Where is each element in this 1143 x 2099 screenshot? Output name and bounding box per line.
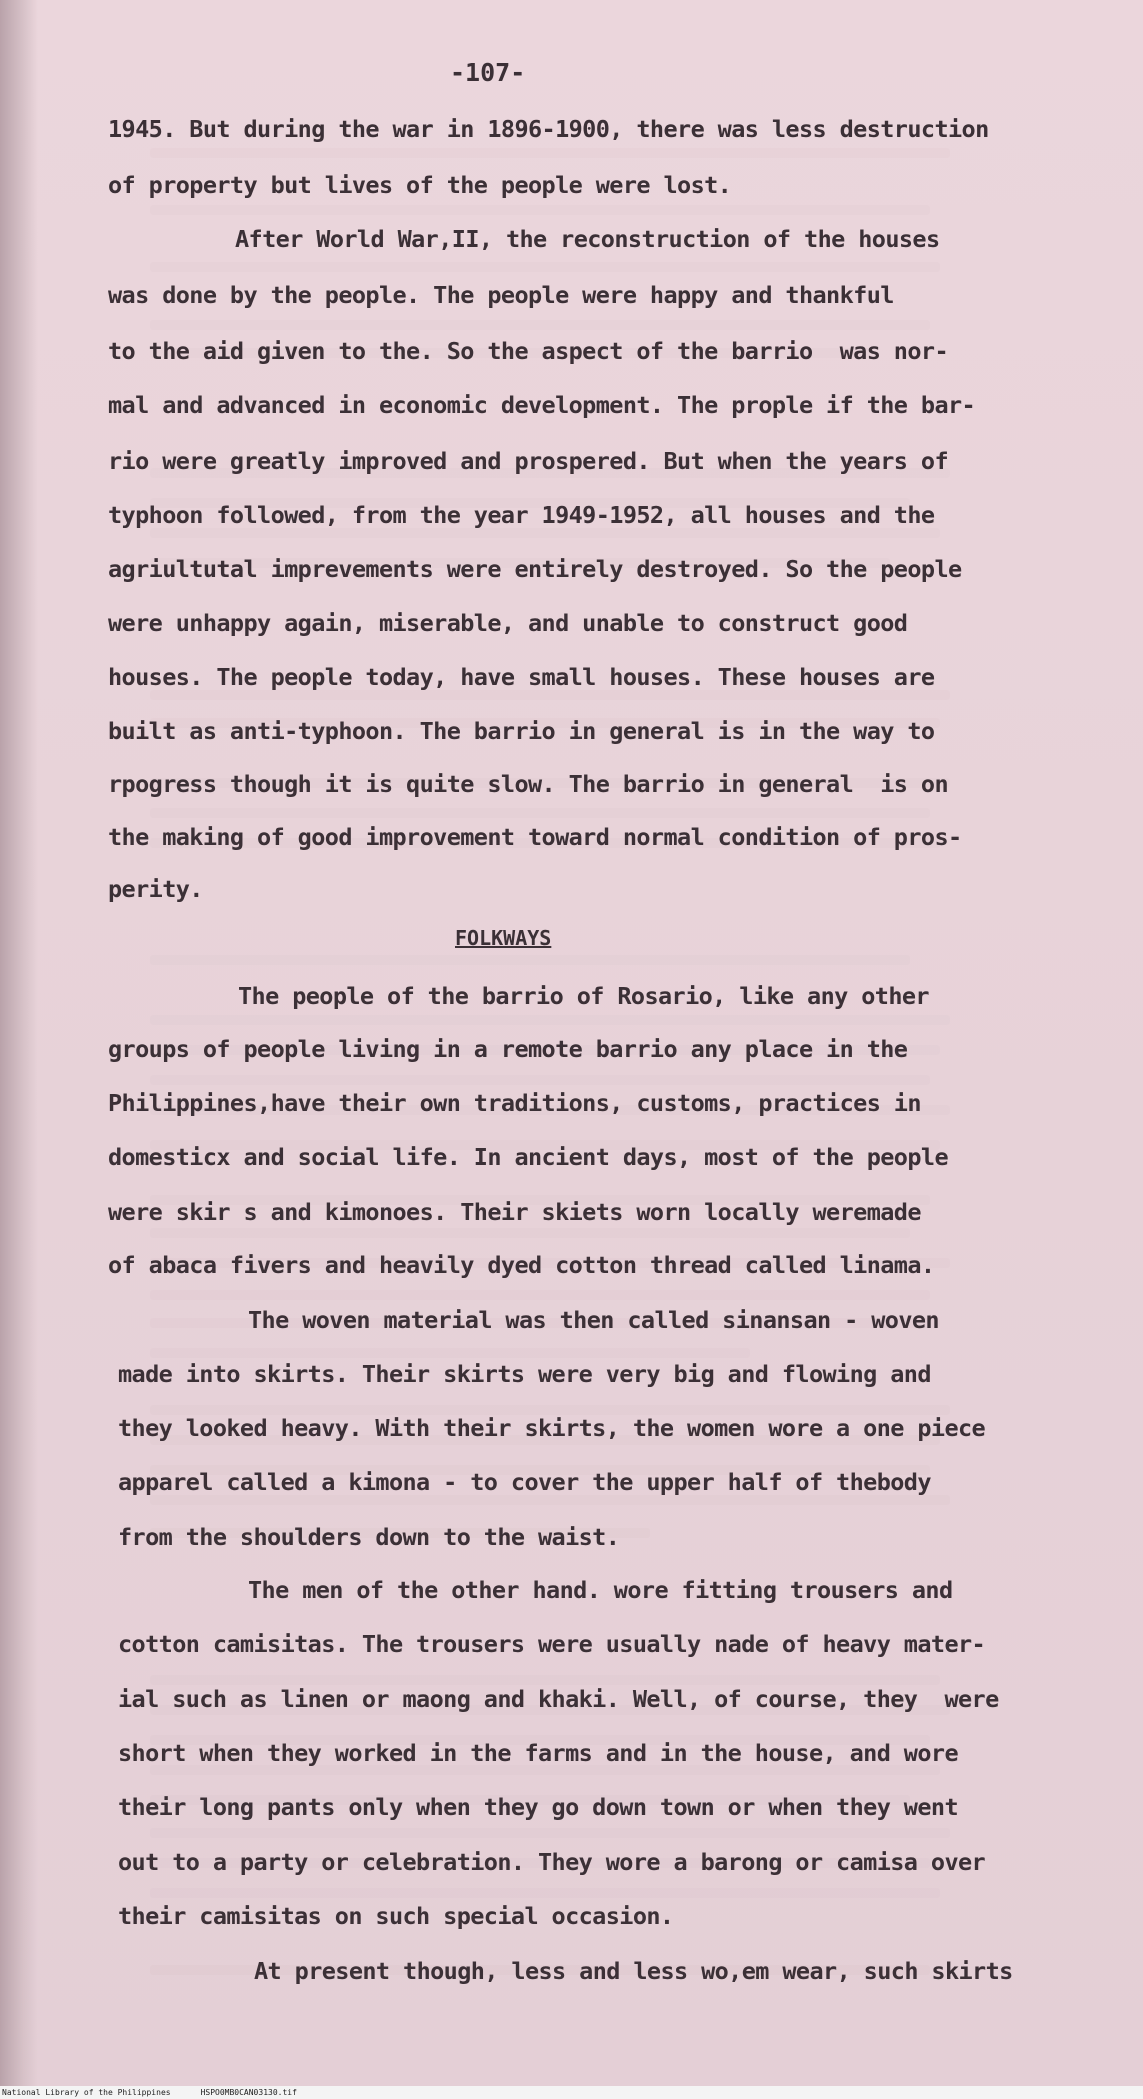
section-heading-folkways: FOLKWAYS [455, 926, 552, 950]
text-line: of abaca fivers and heavily dyed cotton thread called linama. [108, 1251, 935, 1279]
text-line: mal and advanced in economic development. The prople if the bar- [108, 391, 976, 419]
text-line: was done by the people. The people were happy and thankful [108, 281, 894, 309]
text-line: rio were greatly improved and prospered. But when the years of [108, 447, 948, 475]
page-number: -107- [450, 58, 526, 87]
text-line: out to a party or celebration. They wore a barong or camisa over [118, 1848, 986, 1876]
text-line: to the aid given to the. So the aspect of the barrio was nor- [108, 337, 948, 365]
text-line: ial such as linen or maong and khaki. Well, of course, they were [118, 1685, 999, 1713]
text-line: typhoon followed, from the year 1949-1952, all houses and the [108, 501, 935, 529]
text-line: short when they worked in the farms and in the house, and wore [118, 1739, 958, 1767]
footer-filename: HSPO0MB0CAN03130.tif [200, 2088, 297, 2097]
text-line: the making of good improvement toward normal condition of pros- [108, 823, 962, 851]
text-line: groups of people living in a remote barrio any place in the [108, 1035, 908, 1063]
scan-footer [0, 2086, 1143, 2099]
text-line: houses. The people today, have small houses. These houses are [108, 663, 935, 691]
text-line: their camisitas on such special occasion. [118, 1902, 674, 1930]
text-line: The men of the other hand. wore fitting trousers and [248, 1576, 953, 1604]
text-line: their long pants only when they go down town or when they went [118, 1793, 958, 1821]
text-line: from the shoulders down to the waist. [118, 1523, 620, 1551]
text-line: After World War,II, the reconstruction of the houses [235, 225, 940, 253]
text-line: The people of the barrio of Rosario, like any other [238, 982, 929, 1010]
text-line: of property but lives of the people were lost. [108, 171, 732, 199]
text-line: At present though, less and less wo,em wear, such skirts [254, 1957, 1013, 1985]
text-line: Philippines,have their own traditions, customs, practices in [108, 1089, 921, 1117]
text-line: 1945. But during the war in 1896-1900, there was less destruction [108, 115, 989, 143]
text-line: agriultutal imprevements were entirely destroyed. So the people [108, 555, 962, 583]
text-line: built as anti-typhoon. The barrio in general is in the way to [108, 717, 935, 745]
footer-library: National Library of the Philippines [2, 2088, 171, 2097]
text-line: domesticx and social life. In ancient days, most of the people [108, 1143, 948, 1171]
text-line: cotton camisitas. The trousers were usually nade of heavy mater- [118, 1630, 986, 1658]
text-line: perity. [108, 875, 203, 903]
text-line: made into skirts. Their skirts were very big and flowing and [118, 1360, 931, 1388]
text-line: were skir s and kimonoes. Their skiets worn locally weremade [108, 1198, 921, 1226]
text-line: were unhappy again, miserable, and unable to construct good [108, 609, 908, 637]
text-line: apparel called a kimona - to cover the upper half of thebody [118, 1468, 931, 1496]
text-line: The woven material was then called sinansan - woven [248, 1306, 939, 1334]
text-line: they looked heavy. With their skirts, the women wore a one piece [118, 1414, 986, 1442]
text-line: rpogress though it is quite slow. The barrio in general is on [108, 770, 948, 798]
